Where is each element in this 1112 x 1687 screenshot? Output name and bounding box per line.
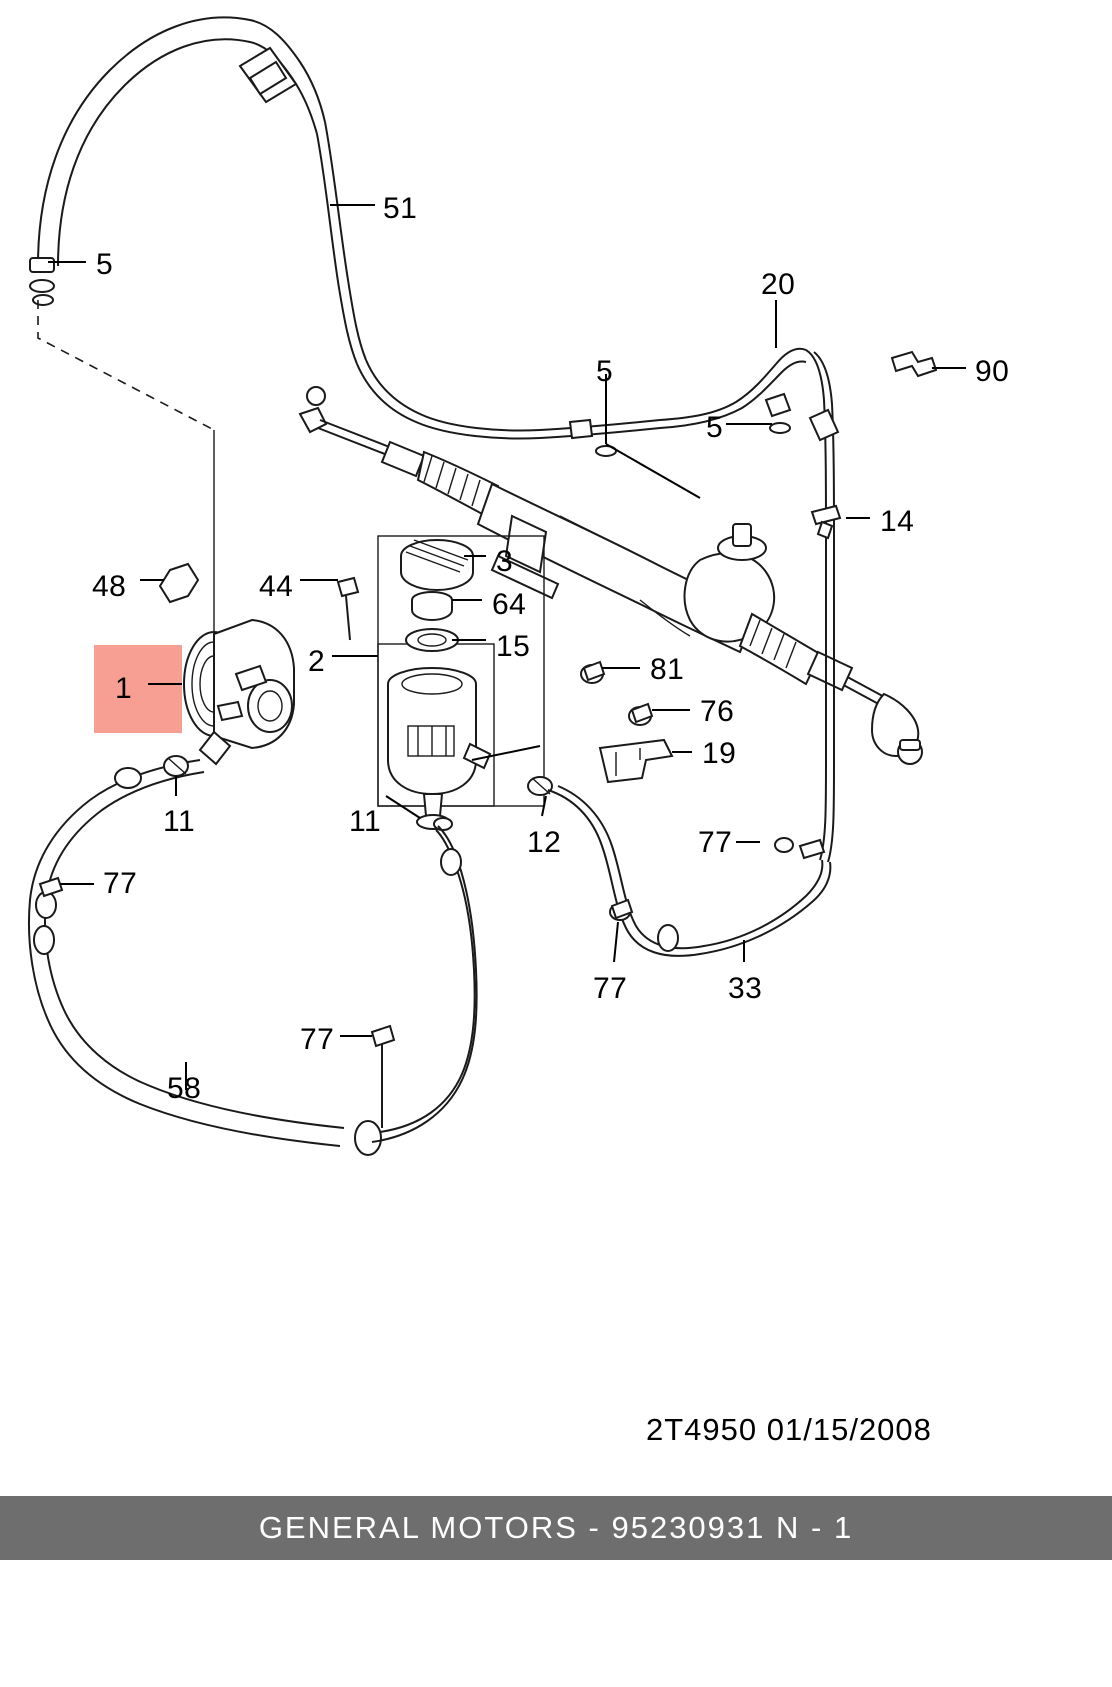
footer-bar xyxy=(0,1496,1112,1560)
callout-11-left: 11 xyxy=(163,805,196,838)
suction-hose-58 xyxy=(29,756,477,1155)
callout-12: 12 xyxy=(527,826,562,859)
callout-51: 51 xyxy=(383,192,418,225)
callout-5-right: 5 xyxy=(706,411,724,444)
return-hose-33 xyxy=(548,786,830,956)
callout-77-bottom: 77 xyxy=(300,1023,335,1056)
callout-5-upper-left: 5 xyxy=(96,248,114,281)
callout-77-right: 77 xyxy=(698,826,733,859)
callout-14: 14 xyxy=(880,505,915,538)
callout-3: 3 xyxy=(496,545,514,578)
callout-58: 58 xyxy=(167,1072,202,1105)
callout-5-center: 5 xyxy=(596,355,614,388)
callout-77-center: 77 xyxy=(593,972,628,1005)
callout-11-reservoir: 11 xyxy=(349,805,382,838)
drawing-code: 2T4950 01/15/2008 xyxy=(646,1412,932,1447)
callout-90: 90 xyxy=(975,355,1010,388)
callout-20: 20 xyxy=(761,268,796,301)
footer-text: GENERAL MOTORS - 95230931 N - 1 xyxy=(258,1510,854,1545)
callout-19: 19 xyxy=(702,737,737,770)
callout-48: 48 xyxy=(92,570,127,603)
callout-33: 33 xyxy=(728,972,763,1005)
callout-1: 1 xyxy=(115,672,133,705)
callout-15: 15 xyxy=(496,630,531,663)
callout-44: 44 xyxy=(259,570,294,603)
callout-64: 64 xyxy=(492,588,527,621)
callout-76: 76 xyxy=(700,695,735,728)
callout-2: 2 xyxy=(308,645,326,678)
callout-77-left: 77 xyxy=(103,867,138,900)
callout-81: 81 xyxy=(650,653,685,686)
